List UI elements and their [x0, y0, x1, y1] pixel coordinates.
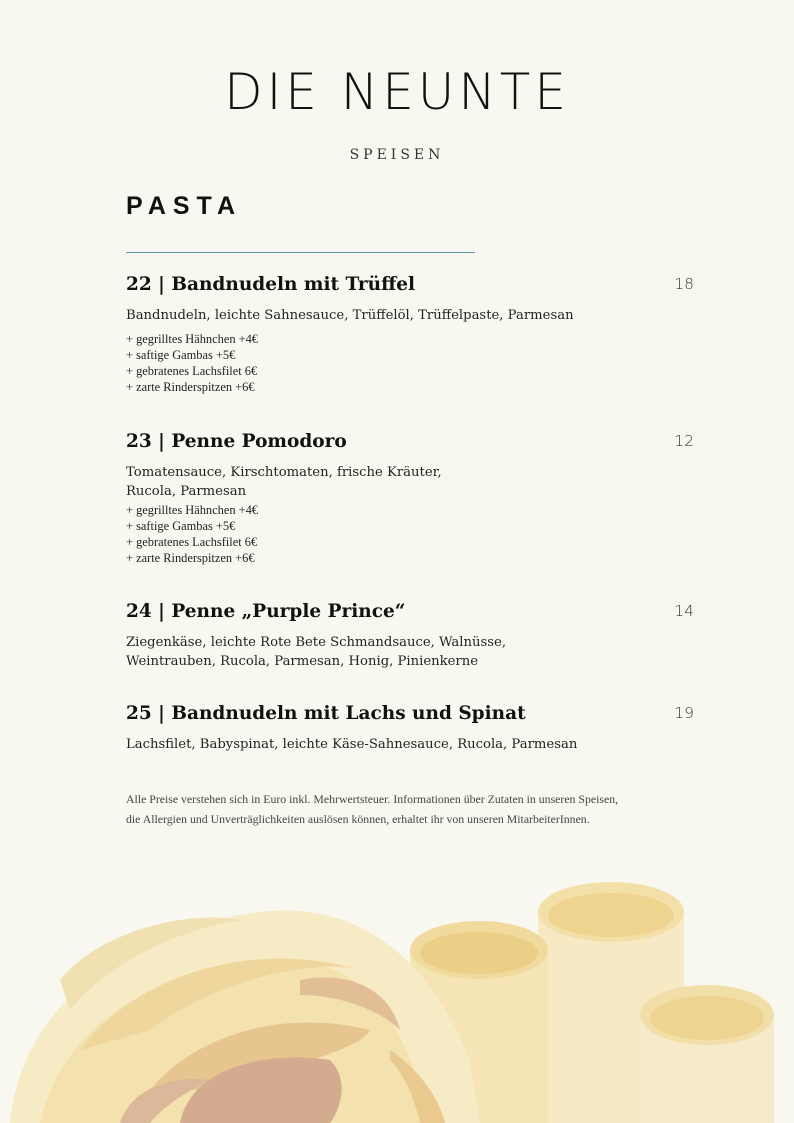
description-line: Ziegenkäse, leichte Rote Bete Schmandsauce, Walnüsse,: [126, 635, 507, 650]
description-line: Lachsfilet, Babyspinat, leichte Käse-Sahnesauce, Rucola, Parmesan: [126, 737, 578, 752]
addon-item: + gebratenes Lachsfilet 6€: [126, 364, 258, 378]
description-line: Tomatensauce, Kirschtomaten, frische Kräuter,: [126, 465, 442, 480]
item-title: 25 | Bandnudeln mit Lachs und Spinat: [126, 703, 526, 724]
item-title: 22 | Bandnudeln mit Trüffel: [126, 274, 416, 295]
menu-subtitle: SPEISEN: [349, 147, 445, 163]
addon-item: + gebratenes Lachsfilet 6€: [126, 535, 258, 549]
item-price: 12: [674, 432, 694, 450]
menu-item: [126, 430, 696, 566]
item-title: 23 | Penne Pomodoro: [126, 431, 347, 452]
item-price: 18: [674, 275, 694, 293]
addon-item: + gegrilltes Hähnchen +4€: [126, 503, 258, 517]
menu-item: [126, 273, 696, 395]
section-title: PASTA: [126, 192, 243, 220]
addon-item: + zarte Rinderspitzen +6€: [126, 380, 255, 394]
description-line: Bandnudeln, leichte Sahnesauce, Trüffelöl, Trüffelpaste, Parmesan: [126, 308, 574, 323]
section-divider: [126, 252, 475, 253]
item-description: [126, 735, 696, 754]
menu-item: [126, 702, 696, 754]
addon-item: + zarte Rinderspitzen +6€: [126, 551, 255, 565]
addon-item: + saftige Gambas +5€: [126, 348, 236, 362]
disclaimer-line: die Allergien und Unverträglichkeiten auslösen können, erhaltet ihr von unseren MitarbeiterInnen.: [126, 812, 590, 826]
menu-item: [126, 600, 696, 671]
item-description: [126, 306, 696, 325]
item-price: 14: [674, 602, 694, 620]
price-disclaimer: [126, 789, 686, 829]
description-line: Weintrauben, Rucola, Parmesan, Honig, Pinienkerne: [126, 654, 479, 669]
item-description: [126, 633, 696, 671]
item-description: [126, 463, 696, 501]
description-line: Rucola, Parmesan: [126, 484, 247, 499]
item-price: 19: [674, 704, 694, 722]
tagliatelle-nest: [10, 910, 480, 1123]
item-title: 24 | Penne „Purple Prince“: [126, 601, 406, 622]
restaurant-name: DIE NEUNTE: [224, 63, 570, 121]
disclaimer-line: Alle Preise verstehen sich in Euro inkl. Mehrwertsteuer. Informationen über Zutaten in unseren Speisen,: [126, 792, 619, 806]
pasta-illustration: [0, 860, 794, 1123]
addon-list: [126, 502, 696, 566]
addon-item: + gegrilltes Hähnchen +4€: [126, 332, 258, 346]
addon-item: + saftige Gambas +5€: [126, 519, 236, 533]
addon-list: [126, 331, 696, 395]
